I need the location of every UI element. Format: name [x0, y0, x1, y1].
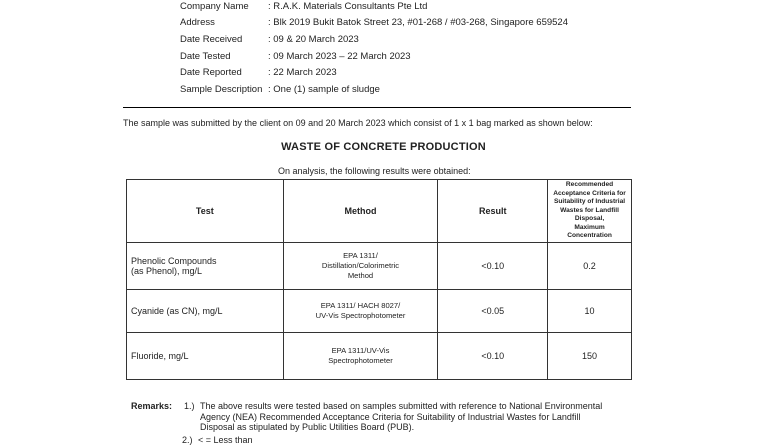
cell-result: <0.05 — [438, 290, 548, 333]
cell-test — [127, 243, 284, 290]
info-value: : 09 & 20 March 2023 — [268, 34, 359, 45]
sample-heading-text: WASTE OF CONCRETE PRODUCTION — [281, 141, 486, 153]
info-value: : R.A.K. Materials Consultants Pte Ltd — [268, 1, 428, 12]
remark-line: Disposal as stipulated by Public Utilities Board (PUB). — [200, 422, 415, 432]
method-line: EPA 1311/ HACH 8027/ — [320, 301, 401, 310]
header-method: Method — [283, 180, 438, 243]
cell-criteria: 10 — [548, 290, 632, 333]
cell-criteria: 0.2 — [548, 243, 632, 290]
cell-method — [283, 290, 438, 333]
table-row — [127, 333, 632, 380]
header-criteria — [548, 180, 632, 243]
criteria-line: Wastes for Landfill — [560, 206, 619, 214]
remark-line: The above results were tested based on samples submitted with reference to National Environmental — [200, 401, 603, 411]
header-test: Test — [127, 180, 284, 243]
info-label: Sample Description — [180, 84, 263, 95]
info-label: Date Tested — [180, 51, 231, 62]
analysis-intro: On analysis, the following results were obtained: — [278, 166, 471, 176]
criteria-line: Recommended — [565, 181, 614, 189]
cell-criteria: 150 — [548, 333, 632, 380]
info-label: Date Reported — [180, 67, 242, 78]
remark-number: 1.) — [184, 401, 195, 411]
remark-line: < = Less than — [198, 435, 253, 445]
table-header-row — [127, 180, 632, 243]
cell-result: <0.10 — [438, 243, 548, 290]
cell-test — [127, 333, 284, 380]
submission-statement: The sample was submitted by the client on 09 and 20 March 2023 which consist of 1 x 1 bag marked as shown below: — [123, 118, 593, 128]
criteria-line: Disposal, — [574, 215, 605, 223]
criteria-line: Maximum Concentration — [567, 223, 612, 240]
remark-text — [198, 435, 253, 446]
table-row — [127, 243, 632, 290]
remark-line: Agency (NEA) Recommended Acceptance Criteria for Suitability of Industrial Wastes for Landfill — [200, 411, 581, 422]
remark-text — [200, 401, 602, 433]
cell-test — [127, 290, 284, 333]
section-divider — [123, 107, 631, 108]
header-result: Result — [438, 180, 548, 243]
remark-number: 2.) — [182, 435, 193, 445]
info-value: : One (1) sample of sludge — [268, 84, 380, 95]
method-line: Method — [347, 271, 374, 280]
info-label: Date Received — [180, 34, 243, 45]
sample-heading — [0, 141, 757, 153]
remarks-label: Remarks: — [131, 401, 173, 411]
cell-method — [283, 243, 438, 290]
info-label: Company Name — [180, 1, 249, 12]
test-line: Cyanide (as CN), mg/L — [131, 306, 223, 316]
criteria-line: Suitability of Industrial — [554, 198, 626, 206]
criteria-line: Acceptance Criteria for — [553, 189, 626, 197]
method-line: EPA 1311/UV-Vis — [331, 346, 390, 355]
cell-result: <0.10 — [438, 333, 548, 380]
method-line: EPA 1311/ — [343, 251, 378, 260]
info-value: : Blk 2019 Bukit Batok Street 23, #01-268 / #03-268, Singapore 659524 — [268, 17, 568, 28]
method-line: Distillation/Colorimetric — [321, 261, 400, 270]
info-value: : 22 March 2023 — [268, 67, 337, 78]
table-row — [127, 290, 632, 333]
info-value: : 09 March 2023 – 22 March 2023 — [268, 51, 411, 62]
method-line: Spectrophotometer — [328, 356, 393, 365]
method-line: UV-Vis Spectrophotometer — [315, 311, 406, 320]
test-line: (as Phenol), mg/L — [131, 266, 203, 276]
results-table — [126, 179, 632, 380]
test-line: Fluoride, mg/L — [131, 351, 189, 361]
info-label: Address — [180, 17, 215, 28]
cell-method — [283, 333, 438, 380]
test-line: Phenolic Compounds — [131, 256, 217, 266]
